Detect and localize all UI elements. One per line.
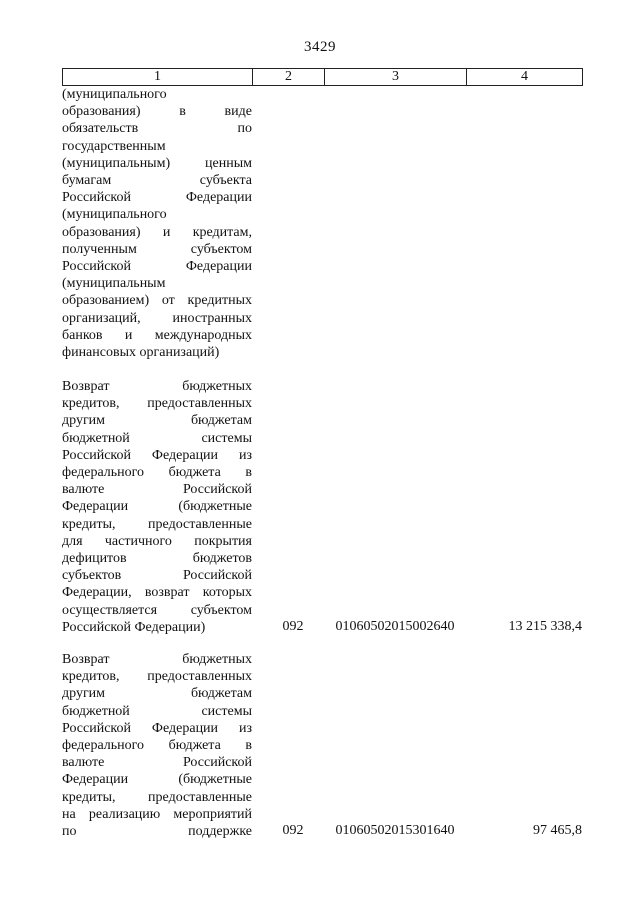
row-amount: 13 215 338,4 [508,619,582,634]
description-line: Российской Федерации из [62,447,252,463]
description-line: кредитов, предоставленных [62,396,252,412]
description-line: валюте Российской [62,482,252,498]
row-kbk: 01060502015002640 [335,619,455,634]
description-line: организаций, иностранных [62,310,252,326]
description-line: кредиты, предоставленные [62,789,252,805]
row-code: 092 [282,619,304,634]
row-description [62,86,252,361]
description-line: Возврат бюджетных [62,379,252,394]
description-line: бюджетной системы [62,703,252,719]
description-line: другим бюджетам [62,686,252,702]
description-line: дефицитов бюджетов [62,551,252,567]
description-line: образованием) от кредитных [62,293,252,309]
column-header-4: 4 [467,69,583,86]
description-line: полученным субъектом [62,241,252,257]
description-line: бумагам субъекта [62,173,252,189]
description-line: государственным [62,138,166,154]
description-line: Федерации (бюджетные [62,499,252,515]
description-line: образования) и кредитам, [62,224,252,240]
description-line: федерального бюджета в [62,465,252,481]
description-line: (муниципального [62,207,167,223]
description-line: валюте Российской [62,755,252,771]
page-number: 3429 [304,39,336,55]
description-line: субъектов Российской [62,568,252,584]
description-line: на реализацию мероприятий [62,806,252,822]
row-kbk: 01060502015301640 [335,823,455,838]
column-header-1: 1 [63,69,253,86]
description-line: Российской Федерации [62,190,252,206]
description-line: другим бюджетам [62,413,252,429]
row-code: 092 [282,823,304,838]
description-line: (муниципального [62,87,167,102]
description-line: Российской Федерации из [62,720,252,736]
description-line: обязательств по [62,121,252,137]
description-line: осуществляется субъектом [62,602,252,618]
description-line: Возврат бюджетных [62,652,252,667]
row-description [62,651,252,840]
column-header-table [62,68,583,86]
description-line: (муниципальным [62,276,166,292]
row-amount: 97 465,8 [533,823,582,838]
description-line: Российской Федерации) [62,619,206,635]
description-line: образования) в виде [62,104,252,120]
description-line: финансовых организаций) [62,345,220,361]
column-header-3: 3 [325,69,467,86]
description-line: кредитов, предоставленных [62,669,252,685]
description-line: Федерации (бюджетные [62,772,252,788]
description-line: по поддержке [62,824,252,840]
description-line: банков и международных [62,327,252,343]
description-line: федерального бюджета в [62,738,252,754]
description-line: Федерации, возврат которых [62,585,252,601]
description-line: бюджетной системы [62,430,252,446]
description-line: кредиты, предоставленные [62,516,252,532]
description-line: (муниципальным) ценным [62,155,252,171]
row-description [62,378,252,636]
description-line: Российской Федерации [62,259,252,275]
column-header-2: 2 [253,69,325,86]
column-header-row [63,69,583,86]
description-line: для частичного покрытия [62,533,252,549]
